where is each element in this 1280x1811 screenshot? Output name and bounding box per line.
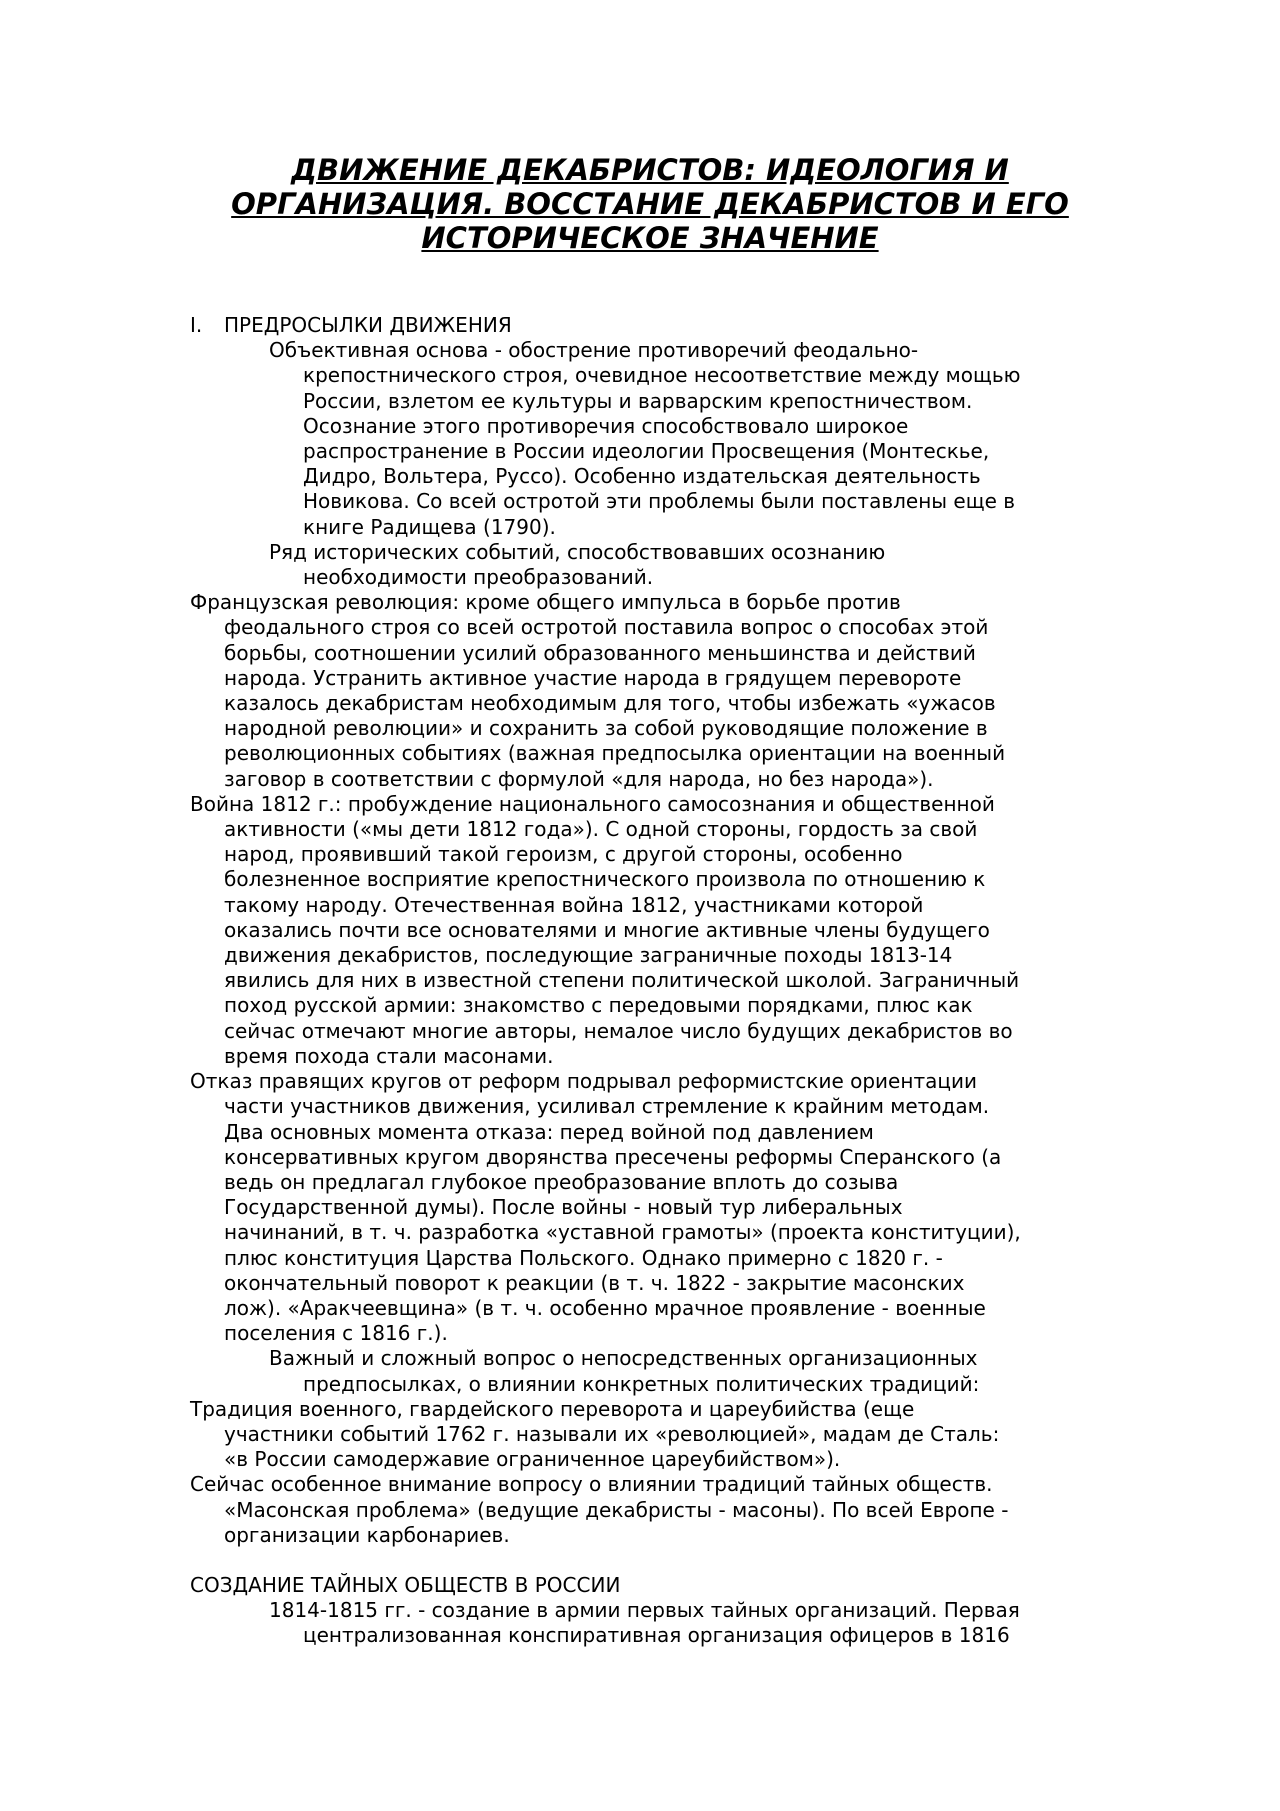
text-line: ведь он предлагал глубокое преобразование вплоть до созыва	[224, 1169, 899, 1194]
text-line: казалось декабристам необходимым для того, чтобы избежать «ужасов	[224, 691, 996, 716]
document-title	[150, 153, 1150, 255]
text-line: Сейчас особенное внимание вопросу о влиянии традиций тайных обществ.	[190, 1472, 993, 1497]
text-line: книге Радищева (1790).	[303, 514, 556, 539]
text-line: Ряд исторических событий, способствовавших осознанию	[269, 539, 886, 564]
paragraph-gap	[190, 1548, 1090, 1573]
title-line-1: ДВИЖЕНИЕ ДЕКАБРИСТОВ: ИДЕОЛОГИЯ И	[291, 153, 1009, 187]
text-line: оказались почти все основателями и многие активные члены будущего	[224, 917, 990, 942]
text-line: Осознание этого противоречия способствовало широкое	[303, 413, 909, 438]
text-line: народной революции» и сохранить за собой руководящие положение в	[224, 716, 988, 741]
text-line: части участников движения, усиливал стремление к крайним методам.	[224, 1094, 990, 1119]
text-line: народ, проявивший такой героизм, с другой стороны, особенно	[224, 842, 903, 867]
text-line: организации карбонариев.	[224, 1522, 510, 1547]
text-line: поход русской армии: знакомство с передовыми порядками, плюс как	[224, 993, 973, 1018]
text-line: Важный и сложный вопрос о непосредственных организационных	[269, 1346, 978, 1371]
document-body	[190, 313, 1090, 1649]
text-line: участники событий 1762 г. называли их «революцией», мадам де Сталь:	[224, 1421, 1000, 1446]
text-line: явились для них в известной степени политической школой. Заграничный	[224, 968, 1020, 993]
text-line: болезненное восприятие крепостнического произвола по отношению к	[224, 867, 986, 892]
text-line: крепостнического строя, очевидное несоответствие между мощью	[303, 363, 1021, 388]
section-heading-text: ПРЕДРОСЫЛКИ ДВИЖЕНИЯ	[224, 313, 512, 337]
text-line: заговор в соответствии с формулой «для народа, но без народа»).	[224, 766, 934, 791]
text-line: движения декабристов, последующие заграничные походы 1813-14	[224, 943, 953, 968]
text-line: феодального строя со всей остротой поставила вопрос о способах этой	[224, 615, 989, 640]
text-line: лож). «Аракчеевщина» (в т. ч. особенно мрачное проявление - военные	[224, 1295, 986, 1320]
text-line: распространение в России идеологии Просвещения (Монтескье,	[303, 439, 990, 464]
text-line: такому народу. Отечественная война 1812, участниками которой	[224, 892, 924, 917]
text-line: Дидро, Вольтера, Руссо). Особенно издательская деятельность	[303, 464, 981, 489]
section-heading-2: СОЗДАНИЕ ТАЙНЫХ ОБЩЕСТВ В РОССИИ	[190, 1572, 621, 1597]
text-line: Война 1812 г.: пробуждение национального самосознания и общественной	[190, 791, 995, 816]
text-line: консервативных кругом дворянства пресечены реформы Сперанского (а	[224, 1144, 1002, 1169]
text-line: Отказ правящих кругов от реформ подрывал реформистские ориентации	[190, 1069, 977, 1094]
text-line: Государственной думы). После войны - новый тур либеральных	[224, 1195, 903, 1220]
title-line-2: ОРГАНИЗАЦИЯ. ВОССТАНИЕ ДЕКАБРИСТОВ И ЕГО	[231, 187, 1069, 221]
text-line: «Масонская проблема» (ведущие декабристы - масоны). По всей Европе -	[224, 1497, 1009, 1522]
text-line: сейчас отмечают многие авторы, немалое число будущих декабристов во	[224, 1018, 1013, 1043]
text-line: борьбы, соотношении усилий образованного меньшинства и действий	[224, 640, 976, 665]
text-line: предпосылках, о влиянии конкретных политических традиций:	[303, 1371, 980, 1396]
title-line-3: ИСТОРИЧЕСКОЕ ЗНАЧЕНИЕ	[421, 221, 879, 255]
text-line: России, взлетом ее культуры и варварским крепостничеством.	[303, 388, 973, 413]
text-line: окончательный поворот к реакции (в т. ч. 1822 - закрытие масонских	[224, 1270, 965, 1295]
text-line: Французская революция: кроме общего импульса в борьбе против	[190, 590, 901, 615]
text-line: революционных событиях (важная предпосылка ориентации на военный	[224, 741, 1006, 766]
text-line: активности («мы дети 1812 года»). С одной стороны, гордость за свой	[224, 817, 978, 842]
section-heading	[190, 313, 1090, 338]
text-line: Новикова. Со всей остротой эти проблемы были поставлены еще в	[303, 489, 1016, 514]
text-line: плюс конституция Царства Польского. Однако примерно с 1820 г. -	[224, 1245, 943, 1270]
text-line: Объективная основа - обострение противоречий феодально-	[269, 338, 919, 363]
text-line: время похода стали масонами.	[224, 1043, 554, 1068]
section-number: I.	[190, 313, 203, 337]
text-line: поселения с 1816 г.).	[224, 1321, 448, 1346]
text-line: начинаний, в т. ч. разработка «уставной грамоты» (проекта конституции),	[224, 1220, 1021, 1245]
text-line: централизованная конспиративная организация офицеров в 1816	[303, 1623, 1010, 1648]
text-line: народа. Устранить активное участие народа в грядущем перевороте	[224, 665, 962, 690]
text-line: необходимости преобразований.	[303, 565, 654, 590]
text-line: «в России самодержавие ограниченное цареубийством»).	[224, 1447, 841, 1472]
text-line: Традиция военного, гвардейского переворота и цареубийства (еще	[190, 1396, 915, 1421]
text-line: 1814-1815 гг. - создание в армии первых тайных организаций. Первая	[269, 1598, 1020, 1623]
text-line: Два основных момента отказа: перед войной под давлением	[224, 1119, 874, 1144]
